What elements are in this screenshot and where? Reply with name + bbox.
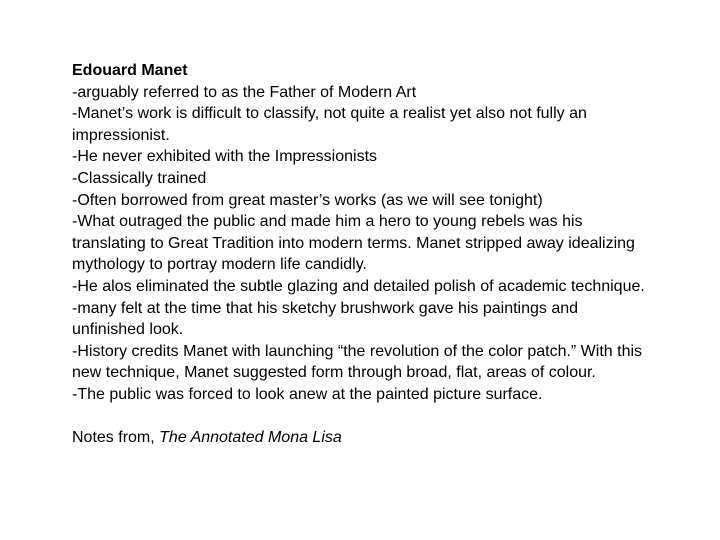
notes-source-title: The Annotated Mona Lisa [159,429,342,447]
notes-prefix: Notes from, [72,429,160,447]
text-line: -Classically trained [72,169,207,187]
text-line: -What outraged the public and made him a hero to young rebels was his translating to Great Tradition into modern terms. Manet stripped away idealizing mythology to portray modern life candidly. [72,213,635,274]
slide-body [72,60,652,449]
text-line: -He never exhibited with the Impressionists [72,148,378,166]
text-line: -The public was forced to look anew at the painted picture surface. [72,385,543,403]
text-line: -many felt at the time that his sketchy brushwork gave his paintings and unfinished look. [72,299,579,339]
text-line: -History credits Manet with launching “the revolution of the color patch.” With this new technique, Manet suggested form through broad, flat, areas of colour. [72,342,643,382]
page-title: Edouard Manet [72,62,188,79]
text-line: -Often borrowed from great master’s works (as we will see tonight) [72,191,543,209]
text-line: -He alos eliminated the subtle glazing and detailed polish of academic technique. [72,277,645,295]
text-line: -arguably referred to as the Father of Modern Art [72,83,417,101]
notes-citation [72,427,652,449]
blank-line [72,406,652,428]
text-line: -Manet’s work is difficult to classify, not quite a realist yet also not fully an impressionist. [72,105,587,144]
